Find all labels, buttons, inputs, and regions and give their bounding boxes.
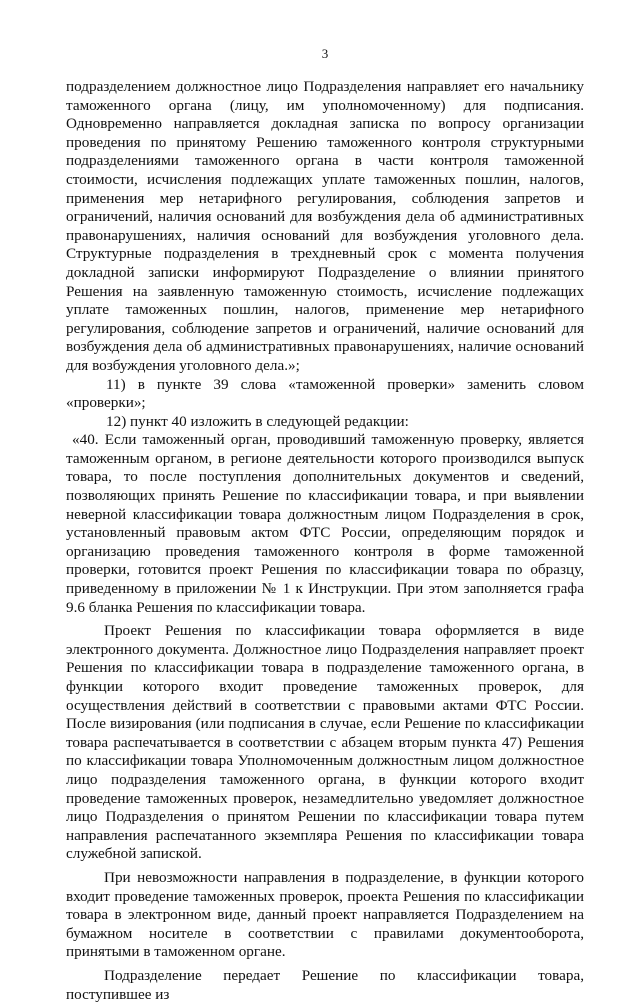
paragraph-continuation: подразделением должностное лицо Подразделения направляет его начальнику таможенного органа (лицу, им уполномоченному) для подписания. Одновременно направляется докладная записка по вопросу организации проведения по принятому Решению таможенного контроля структурными подразделениями таможенного органа в части контроля таможенной стоимости, исчисления подлежащих уплате таможенных пошлин, налогов, применения мер нетарифного регулирования, соблюдения запретов и ограничений, наличия оснований для возбуждения дела об административных правонарушениях, наличия оснований для возбуждения уголовного дела. Структурные подразделения в трехдневный срок с момента получения докладной записки информируют Подразделение о влиянии принятого Решения на заявленную таможенную стоимость, исчисление подлежащих уплате таможенных пошлин, налогов, применение мер нетарифного регулирования, соблюдение запретов и ограничений, наличие оснований для возбуждения дела об административных правонарушениях, наличие оснований для возбуждения уголовного дела.»; — [66, 78, 584, 374]
paragraph-paper-delivery: При невозможности направления в подразделение, в функции которого входит проведение таможенных проверок, проекта Решения по классификации товара в электронном виде, данный проект направляется Подразделением на бумажном носителе в соответствии с правилами документооборота, принятыми в таможенном органе. — [66, 868, 584, 961]
paragraph-draft-decision: Проект Решения по классификации товара оформляется в виде электронного документа. Должностное лицо Подразделения направляет проект Решения по классификации товара в подразделение таможенного органа, в функции которого входит проведение таможенных проверок, для осуществления действий в соответствии с правовыми актами ФТС России. После визирования (или подписания в случае, если Решение по классификации товара распечатывается в соответствии с абзацем вторым пункта 47) Решения по классификации товара Уполномоченным должностным лицом должностное лицо подразделения таможенного органа, в функции которого входит проведение таможенных проверок, незамедлительно уведомляет должностное лицо Подразделения о принятом Решении по классификации товара путем направления распечатанного экземпляра Решения по классификации товара служебной запиской. — [66, 622, 584, 863]
paragraph-item-12: 12) пункт 40 изложить в следующей редакции: — [106, 412, 409, 430]
paragraph-item-11: 11) в пункте 39 слова «таможенной проверки» заменить словом «проверки»; — [66, 375, 584, 412]
page-number: 3 — [321, 46, 329, 61]
paragraph-transfer: Подразделение передает Решение по классификации товара, поступившее из — [66, 966, 584, 1003]
paragraph-point-40: «40. Если таможенный орган, проводивший таможенную проверку, является таможенным органом, в регионе деятельности которого производился выпуск товара, то после поступления дополнительных документов и сведений, позволяющих принять Решение по классификации товара, и при выявлении неверной классификации товара должностным лицом Подразделения в срок, установленный правовым актом ФТС России, определяющим порядок и организацию проведения таможенного контроля в форме таможенной проверки, готовится проект Решения по классификации товара по образцу, приведенному в приложении № 1 к Инструкции. При этом заполняется графа 9.6 бланка Решения по классификации товара. — [66, 431, 584, 616]
